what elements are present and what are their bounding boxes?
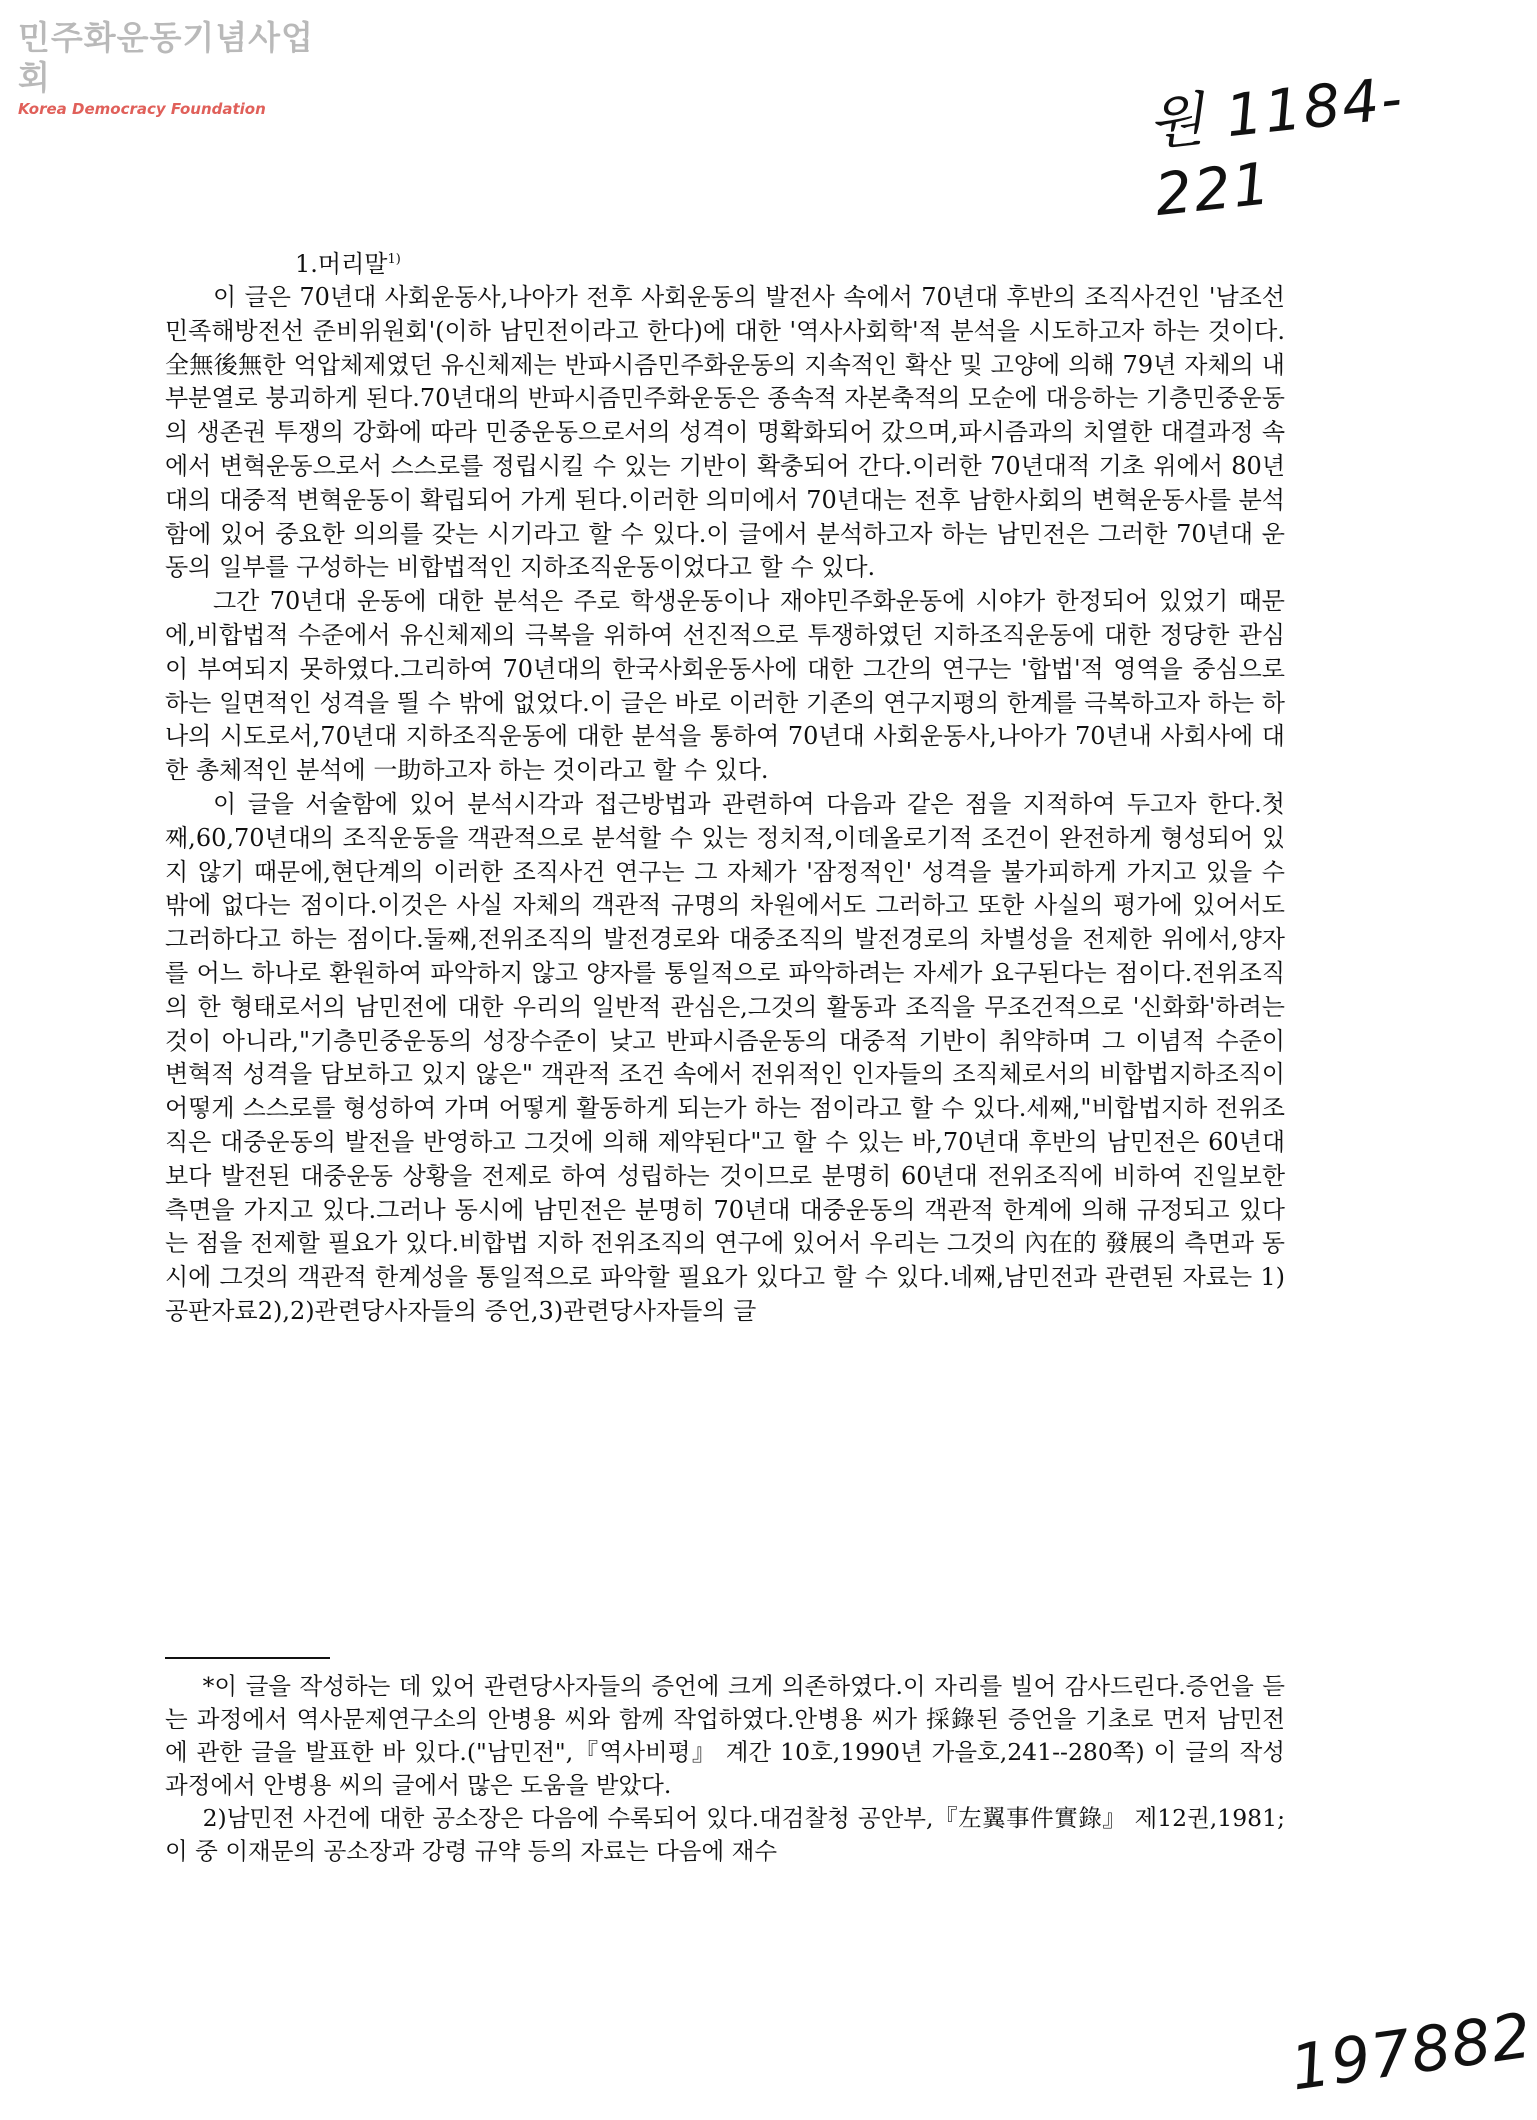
logo-english-text: Korea Democracy Foundation [18, 100, 266, 118]
handwritten-page-number: 197882 [1286, 1998, 1537, 2105]
foundation-logo [18, 18, 338, 118]
paragraph-2: 그간 70년대 운동에 대한 분석은 주로 학생운동이나 재야민주화운동에 시야가 한정되어 있었기 때문에,비합법적 수준에서 유신체제의 극복을 위하여 선진적으로 투쟁하였던 지하조직운동에 대한 정당한 관심이 부여되지 못하였다.그리하여 70년대의 한국사회운동사에 대한 그간의 연구는 '합법'적 영역을 중심으로 하는 일면적인 성격을 띌 수 밖에 없었다.이 글은 바로 이러한 기존의 연구지평의 한계를 극복하고자 하는 하나의 시도로서,70년대 지하조직운동에 대한 분석을 통하여 70년대 사회운동사,나아가 70년내 사회사에 대한 총체적인 분석에 一助하고자 하는 것이라고 할 수 있다. [165, 587, 1285, 785]
heading-footnote-ref: 1) [387, 252, 401, 267]
paragraph-1: 이 글은 70년대 사회운동사,나아가 전후 사회운동의 발전사 속에서 70년대 후반의 조직사건인 '남조선민족해방전선 준비위원회'(이하 남민전이라고 한다)에 대한 '역사사회학'적 분석을 시도하고자 하는 것이다.全無後無한 억압체제였던 유신체제는 반파시즘민주화운동의 지속적인 확산 및 고양에 의해 79년 자체의 내부분열로 붕괴하게 된다.70년대의 반파시즘민주화운동은 종속적 자본축적의 모순에 대응하는 기층민중운동의 생존권 투쟁의 강화에 따라 민중운동으로서의 성격이 명확화되어 갔으며,파시즘과의 치열한 대결과정 속에서 변혁운동으로서 스스로를 정립시킬 수 있는 기반이 확충되어 간다.이러한 70년대적 기초 위에서 80년대의 대중적 변혁운동이 확립되어 가게 된다.이러한 의미에서 70년대는 전후 남한사회의 변혁운동사를 분석함에 있어 중요한 의의를 갖는 시기라고 할 수 있다.이 글에서 분석하고자 하는 남민전은 그러한 70년대 운동의 일부를 구성하는 비합법적인 지하조직운동이었다고 할 수 있다. [165, 283, 1285, 582]
footnote-divider [165, 1657, 330, 1659]
logo-korean-text: 민주화운동기념사업회 [18, 18, 314, 97]
section-heading [165, 243, 1285, 281]
paragraph-3: 이 글을 서술함에 있어 분석시각과 접근방법과 관련하여 다음과 같은 점을 지적하여 두고자 한다.첫째,60,70년대의 조직운동을 객관적으로 분석할 수 있는 정치적,이데올로기적 조건이 완전하게 형성되어 있지 않기 때문에,현단계의 이러한 조직사건 연구는 그 자체가 '잠정적인' 성격을 불가피하게 가지고 있을 수 밖에 없다는 점이다.이것은 사실 자체의 객관적 규명의 차원에서도 그러하고 또한 사실의 평가에 있어서도 그러하다고 하는 점이다.둘째,전위조직의 발전경로와 대중조직의 발전경로의 차별성을 전제한 위에서,양자를 어느 하나로 환원하여 파악하지 않고 양자를 통일적으로 파악하려는 자세가 요구된다는 점이다.전위조직의 한 형태로서의 남민전에 대한 우리의 일반적 관심은,그것의 활동과 조직을 무조건적으로 '신화화'하려는 것이 아니라,"기층민중운동의 성장수준이 낮고 반파시즘운동의 대중적 기반이 취약하며 그 이념적 수준이 변혁적 성격을 담보하고 있지 않은" 객관적 조건 속에서 전위적인 인자들의 조직체로서의 비합법지하조직이 어떻게 스스로를 형성하여 가며 어떻게 활동하게 되는가 하는 점이라고 할 수 있다.세째,"비합법지하 전위조직은 대중운동의 발전을 반영하고 그것에 의해 제약된다"고 할 수 있는 바,70년대 후반의 남민전은 60년대 보다 발전된 대중운동 상황을 전제로 하여 성립하는 것이므로 분명히 60년대 전위조직에 비하여 진일보한 측면을 가지고 있다.그러나 동시에 남민전은 분명히 70년대 대중운동의 객관적 한계에 의해 규정되고 있다는 점을 전제할 필요가 있다.비합법 지하 전위조직의 연구에 있어서 우리는 그것의 內在的 發展의 측면과 동시에 그것의 객관적 한계성을 통일적으로 파악할 필요가 있다고 할 수 있다.네째,남민전과 관련된 자료는 1)공판자료2),2)관련당사자들의 증언,3)관련당사자들의 글 [165, 789, 1285, 1325]
footnote-1: *이 글을 작성하는 데 있어 관련당사자들의 증언에 크게 의존하였다.이 자리를 빌어 감사드린다.증언을 듣는 과정에서 역사문제연구소의 안병용 씨와 함께 작업하였다.안병용 씨가 採錄된 증언을 기초로 먼저 남민전에 관한 글을 발표한 바 있다.("남민전",『역사비평』 계간 10호,1990년 가을호,241--280쪽) 이 글의 작성과정에서 안병용 씨의 글에서 많은 도움을 받았다. [165, 1672, 1285, 1799]
footnote-2: 2)남민전 사건에 대한 공소장은 다음에 수록되어 있다.대검찰청 공안부,『左翼事件實錄』 제12권,1981;이 중 이재문의 공소장과 강령 규약 등의 자료는 다음에 재수 [165, 1804, 1285, 1865]
section-heading-text: 1.머리말 [295, 250, 388, 278]
document-body [165, 243, 1285, 1329]
footnotes [165, 1670, 1285, 1868]
handwritten-archive-number: 원 1184-221 [1144, 63, 1408, 229]
